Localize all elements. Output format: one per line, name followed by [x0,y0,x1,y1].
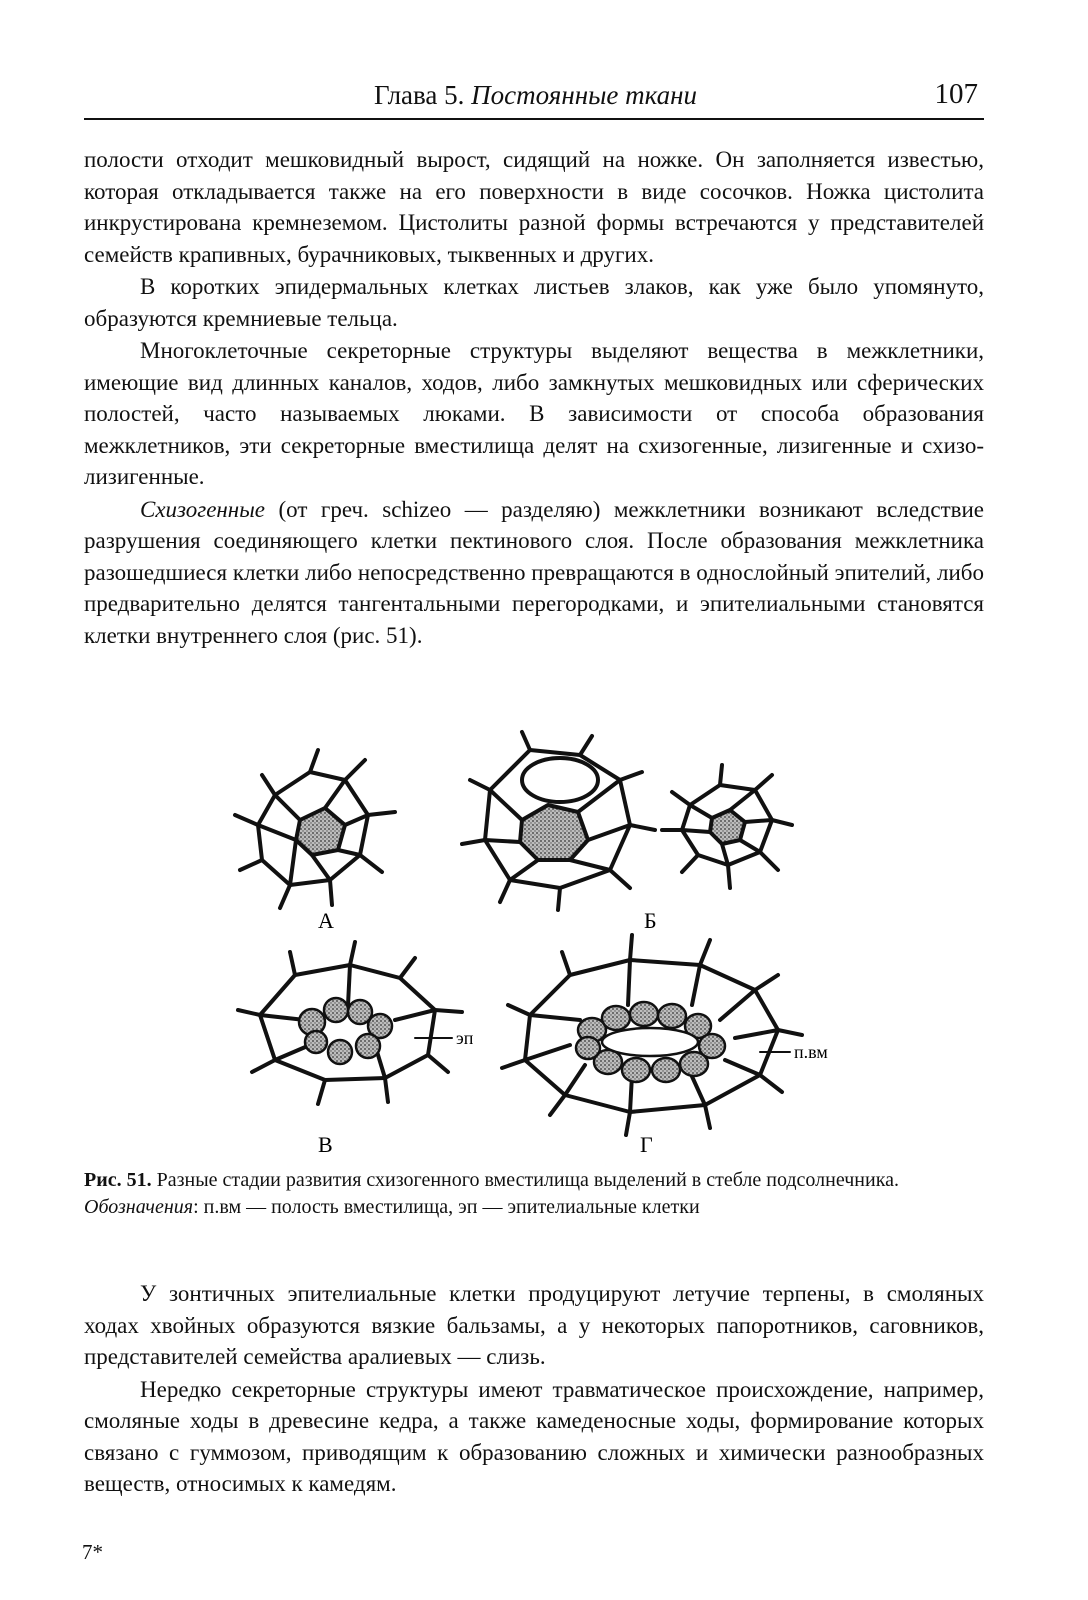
drawing-b [462,732,655,910]
signature-mark: 7* [82,1540,103,1564]
header-rule [84,118,984,120]
figure-51 [200,720,900,1160]
label-pvm: п.вм [794,1042,828,1062]
chapter-title: Глава 5. Постоянные ткани [374,80,698,110]
drawing-a [235,750,395,908]
running-header [84,78,984,114]
figure-51-drawing [200,720,900,1160]
label-v: В [318,1132,333,1157]
page-number: 107 [934,78,978,110]
drawing-v [238,942,462,1104]
label-b: Б [644,908,657,933]
figure-caption [84,1168,984,1219]
drawing-b-small [662,765,792,888]
paragraph-4-rest: (от греч. schizeo — разделяю) межклетники возникают вследствие разрушения соединяющего клетки пектинового слоя. После образования межклетника разошедшиеся клетки либо непосредственно превращаются в однослойный эпителий, либо предварительно делятся тангентальными перегородками, и эпителиальными становятся клетки внутреннего слоя (рис. 51). [84,496,984,648]
paragraph-1: полости отходит мешковидный вырост, сидящий на ножке. Он заполняется известью, которая откладывается также на его поверхности в виде сосочков. Ножка цистолита инкрустирована кремнеземом. Цистолиты разной формы встречаются у представителей семейств крапивных, бурачниковых, тыквенных и других. [84,147,984,267]
label-ep: эп [456,1028,474,1048]
paragraph-4 [84,494,984,652]
caption-notes [84,1195,984,1219]
paragraph-5: У зонтичных эпителиальные клетки продуцируют летучие терпены, в смоляных ходах хвойных образуются вязкие бальзамы, а у некоторых папоротников, саговников, представителей семейства аралиевых — слизь. [84,1281,984,1369]
caption-notes-label: Обозначения [84,1196,194,1218]
body-text-bottom [84,1278,984,1500]
caption-notes-text: : п.вм — полость вместилища, эп — эпителиальные клетки [193,1196,700,1218]
paragraph-6: Нередко секреторные структуры имеют травматическое происхождение, например, смоляные ходы в древесине кедра, а также камеденосные ходы, формирование которых связано с гуммозом, приводящим к образованию сложных и химически разнообразных веществ, относимых к камедям. [84,1376,984,1496]
label-a: А [318,908,334,933]
caption-main [84,1168,984,1192]
drawing-g [502,935,802,1135]
paragraph-3: Многоклеточные секреторные структуры выделяют вещества в межклетники, имеющие вид длинных каналов, ходов, либо замкнутых мешковидных или сферических полостей, часто называемых люками. В зависимости от способа образования межклетников, эти секреторные вместилища делят на схизогенные, лизигенные и схизо-лизигенные. [84,338,984,489]
body-text-top [84,144,984,651]
caption-text: Разные стадии развития схизогенного вместилища выделений в стебле подсолнечника. [151,1169,899,1191]
caption-label: Рис. 51. [84,1169,152,1191]
paragraph-2: В коротких эпидермальных клетках листьев злаков, как уже было упомянуто, образуются кремниевые тельца. [84,274,984,331]
label-g: Г [640,1132,653,1157]
term-schizogenous: Схизогенные [140,496,266,522]
